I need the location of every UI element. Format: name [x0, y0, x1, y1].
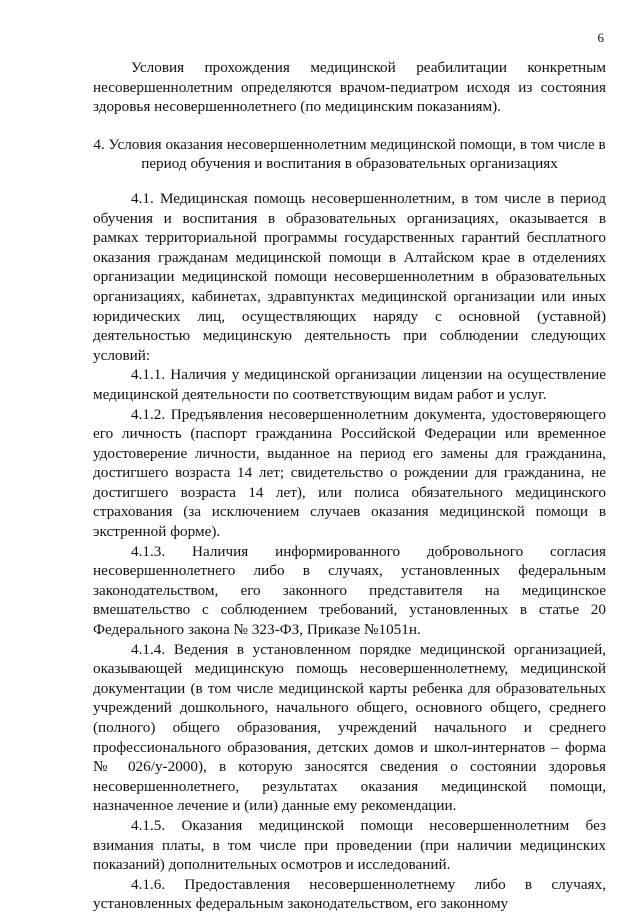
- intro-paragraph: Условия прохождения медицинской реабилитации конкретным несовершеннолетним определяются врачом-педиатром исходя из состояния здоровья несовершеннолетнего (по медицинским показаниям).: [93, 59, 606, 116]
- paragraph-4-1-6: 4.1.6. Предоставления несовершеннолетнему либо в случаях, установленных федеральным законодательством, его законному: [93, 875, 606, 913]
- document-body: [93, 58, 606, 914]
- paragraph-4-1-1: 4.1.1. Наличия у медицинской организации лицензии на осуществление медицинской деятельности по соответствующим видам работ и услуг.: [93, 366, 606, 403]
- paragraph-4-1-4: 4.1.4. Ведения в установленном порядке медицинской организацией, оказывающей медицинскую помощь несовершеннолетнему, медицинской документации (в том числе медицинской карты ребенка для образовательных учреждений дошкольного, начального общего, основного общего, среднего (полного) общего образования, учреждений начального и среднего профессионального образования, детских домов и школ-интернатов – форма № 026/у-2000), в которую заносятся сведения о состоянии здоровья несовершеннолетнего, результатах оказания медицинской помощи, назначенное лечение и (или) данные ему рекомендации.: [93, 640, 606, 815]
- paragraph-4-1-2: 4.1.2. Предъявления несовершеннолетним документа, удостоверяющего его личность (паспорт гражданина Российской Федерации или временное удостоверение личности, выданное на период его замены для гражданина, достигшего возраста 14 лет; свидетельство о рождении для гражданина, не достигшего возраста 14 лет), или полиса обязательного медицинского страхования (за исключением случаев оказания медицинской помощи в экстренной форме).: [93, 405, 606, 541]
- section-heading: 4. Условия оказания несовершеннолетним медицинской помощи, в том числе в период обучения и воспитания в образовательных организациях: [93, 135, 606, 173]
- paragraph-4-1-5: 4.1.5. Оказания медицинской помощи несовершеннолетним без взимания платы, в том числе при проведении (при наличии медицинских показаний) дополнительных осмотров и исследований.: [93, 816, 606, 874]
- paragraph-4-1-3: 4.1.3. Наличия информированного добровольного согласия несовершеннолетнего либо в случаях, установленных федеральным законодательством, его законного представителя на медицинское вмешательство с соблюдением требований, установленных в статье 20 Федерального закона № 323-ФЗ, Приказе №1051н.: [93, 542, 606, 639]
- paragraph-4-1: 4.1. Медицинская помощь несовершеннолетним, в том числе в период обучения и воспитания в образовательных организациях, оказывается в рамках территориальной программы государственных гарантий бесплатного оказания гражданам медицинской помощи в Алтайском крае в отделениях организации медицинской помощи несовершеннолетним в образовательных организациях, кабинетах, здравпунктах медицинской организации или иных юридических лиц, осуществляющих наряду с основной (уставной) деятельностью медицинскую деятельность при соблюдении следующих условий:: [93, 189, 606, 364]
- page-number: 6: [597, 30, 604, 45]
